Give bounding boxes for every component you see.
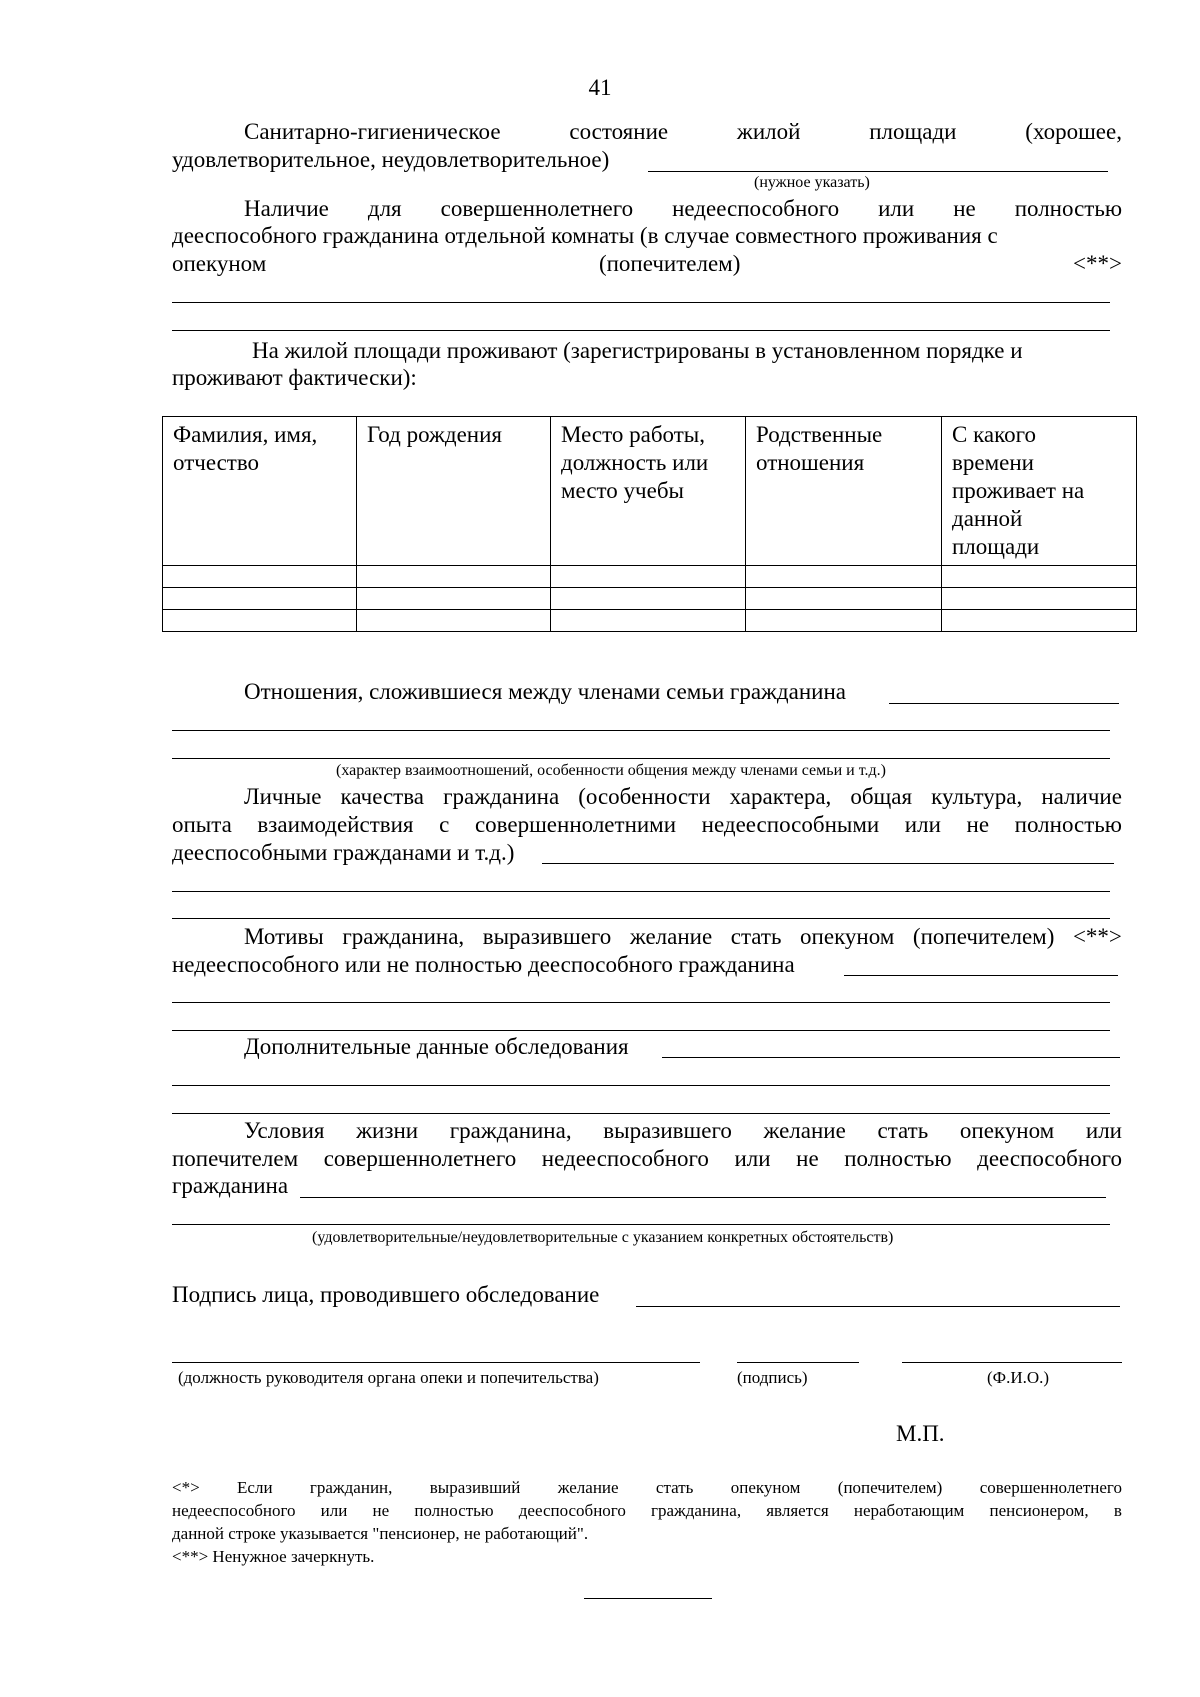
sanitary-hint: (нужное указать) xyxy=(754,174,870,191)
additional-field-inline[interactable] xyxy=(662,1057,1120,1058)
motives-field-inline[interactable] xyxy=(844,975,1118,976)
table-cell[interactable] xyxy=(357,610,551,632)
table-cell[interactable] xyxy=(163,566,357,588)
sign-field[interactable] xyxy=(737,1362,859,1363)
table-cell[interactable] xyxy=(551,566,746,588)
sign-caption: (подпись) xyxy=(737,1368,808,1387)
table-cell[interactable] xyxy=(942,588,1137,610)
room-field-line2[interactable] xyxy=(172,330,1110,331)
relations-field-line1[interactable] xyxy=(172,730,1110,731)
header-since: С какого времени проживает на данной площади xyxy=(942,417,1137,566)
table-row xyxy=(163,588,1137,610)
position-field[interactable] xyxy=(172,1362,700,1363)
personal-field-line1[interactable] xyxy=(172,891,1110,892)
footnote1-line2: недееспособного или не полностью дееспособного гражданина, является неработающим пенсионером, в xyxy=(172,1501,1122,1520)
table-row xyxy=(163,566,1137,588)
motives-field-line1[interactable] xyxy=(172,1002,1110,1003)
table-row xyxy=(163,610,1137,632)
room-line2: дееспособного гражданина отдельной комнаты (в случае совместного проживания с xyxy=(172,223,998,248)
motives-line2: недееспособного или не полностью дееспособного гражданина xyxy=(172,952,795,977)
name-field[interactable] xyxy=(902,1362,1122,1363)
table-header-row xyxy=(163,417,1137,566)
footnote2: <**> Ненужное зачеркнуть. xyxy=(172,1547,375,1566)
position-caption: (должность руководителя органа опеки и попечительства) xyxy=(178,1368,599,1387)
table-cell[interactable] xyxy=(746,588,942,610)
header-relationship: Родственные отношения xyxy=(746,417,942,566)
end-divider xyxy=(584,1598,712,1599)
table-cell[interactable] xyxy=(942,610,1137,632)
conditions-field-line1[interactable] xyxy=(172,1224,1110,1225)
table-cell[interactable] xyxy=(551,588,746,610)
page-number: 41 xyxy=(588,75,612,100)
name-caption: (Ф.И.О.) xyxy=(987,1368,1050,1387)
table-cell[interactable] xyxy=(942,566,1137,588)
header-workplace: Место работы, должность или место учебы xyxy=(551,417,746,566)
table-cell[interactable] xyxy=(746,566,942,588)
additional-field-line1[interactable] xyxy=(172,1085,1110,1086)
relations-label: Отношения, сложившиеся между членами семьи гражданина xyxy=(244,679,846,704)
personal-line2: опыта взаимодействия с совершеннолетними недееспособными или не полностью xyxy=(172,812,1122,837)
relations-field-inline[interactable] xyxy=(889,703,1119,704)
motives-line1: Мотивы гражданина, выразившего желание стать опекуном (попечителем) <**> xyxy=(244,924,1122,949)
relations-hint: (характер взаимоотношений, особенности общения между членами семьи и т.д.) xyxy=(336,762,886,779)
personal-line3: дееспособными гражданами и т.д.) xyxy=(172,840,515,865)
residents-intro-line2: проживают фактически): xyxy=(172,365,417,390)
sanitary-line2: удовлетворительное, неудовлетворительное) xyxy=(172,147,610,172)
conditions-hint: (удовлетворительные/неудовлетворительные с указанием конкретных обстоятельств) xyxy=(312,1229,894,1246)
conditions-line2: попечителем совершеннолетнего недееспособного или не полностью дееспособного xyxy=(172,1146,1122,1171)
table-cell[interactable] xyxy=(551,610,746,632)
footnote1-line3: данной строке указывается "пенсионер, не работающий". xyxy=(172,1524,589,1543)
table-cell[interactable] xyxy=(163,610,357,632)
personal-line1: Личные качества гражданина (особенности характера, общая культура, наличие xyxy=(244,784,1122,809)
room-line1: Наличие для совершеннолетнего недееспособного или не полностью xyxy=(244,196,1122,221)
stamp-placeholder: М.П. xyxy=(896,1421,945,1446)
signature-label: Подпись лица, проводившего обследование xyxy=(172,1282,600,1307)
table-cell[interactable] xyxy=(163,588,357,610)
sanitary-field[interactable] xyxy=(648,171,1108,172)
personal-field-line2[interactable] xyxy=(172,918,1110,919)
additional-field-line2[interactable] xyxy=(172,1113,1110,1114)
additional-label: Дополнительные данные обследования xyxy=(244,1034,629,1059)
room-line3: опекуном (попечителем) <**> xyxy=(172,251,1122,276)
residents-table xyxy=(162,416,1137,632)
motives-field-line2[interactable] xyxy=(172,1030,1110,1031)
table-cell[interactable] xyxy=(357,588,551,610)
residents-intro-line1: На жилой площади проживают (зарегистрированы в установленном порядке и xyxy=(252,338,1023,363)
conditions-line3: гражданина xyxy=(172,1173,289,1198)
relations-field-line2[interactable] xyxy=(172,758,1110,759)
sanitary-line1: Санитарно-гигиеническое состояние жилой площади (хорошее, xyxy=(244,119,1122,144)
room-field-line1[interactable] xyxy=(172,302,1110,303)
conditions-field-inline[interactable] xyxy=(300,1197,1106,1198)
footnote1-line1: <*> Если гражданин, выразивший желание стать опекуном (попечителем) совершеннолетнего xyxy=(172,1478,1122,1497)
signature-field[interactable] xyxy=(636,1306,1120,1307)
table-cell[interactable] xyxy=(746,610,942,632)
header-fio: Фамилия, имя, отчество xyxy=(163,417,357,566)
header-birth-year: Год рождения xyxy=(357,417,551,566)
conditions-line1: Условия жизни гражданина, выразившего желание стать опекуном или xyxy=(244,1118,1122,1143)
personal-field-inline[interactable] xyxy=(542,863,1114,864)
table-cell[interactable] xyxy=(357,566,551,588)
